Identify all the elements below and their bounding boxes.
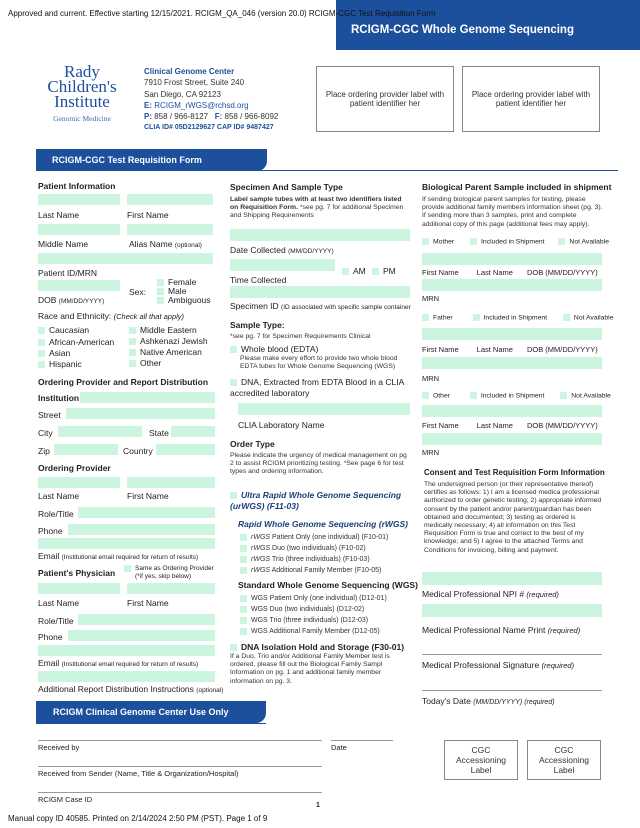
whole-blood-note: Please make every effort to provide two whole blood EDTA tubes for Whole Genome Sequencing (WGS) xyxy=(240,355,398,371)
race-native-american[interactable]: Native American xyxy=(129,347,202,357)
caucasian-checkbox[interactable] xyxy=(38,327,45,334)
op-role-input[interactable] xyxy=(78,507,215,518)
mother-na-checkbox[interactable] xyxy=(558,238,565,245)
wgs-item[interactable]: WGS Trio (three individuals) (D12-03) xyxy=(240,615,387,626)
name-print-input[interactable] xyxy=(422,604,602,617)
other-included-checkbox[interactable] xyxy=(470,392,477,399)
race-hispanic[interactable]: Hispanic xyxy=(38,359,82,369)
sex-ambiguous[interactable]: Ambiguous xyxy=(157,295,211,305)
consent-text: The undersigned person (or their representative thereof) certifies as follows: 1) I am a licensed medica professional authorized to order genetic testing; 2) appropriate informed consent by the patient and/or parent/guardian has been obtained and documented; 3) testing as ordered is medically necessary; 4) all information on this Test Requisition Form is true and correct to the best of my knowledge; and 5) I agree to the attached Terms and Conditions for invoicing, billing and payment. xyxy=(424,481,602,554)
ambiguous-checkbox[interactable] xyxy=(157,297,164,304)
cap-label: CAP ID# xyxy=(216,124,245,132)
additional-input[interactable] xyxy=(38,671,215,682)
wgs-additional-checkbox[interactable] xyxy=(240,628,247,635)
alias-note: (optional) xyxy=(174,242,202,249)
father-included-checkbox[interactable] xyxy=(473,314,480,321)
wgs-list xyxy=(240,593,387,637)
dna-isolation-checkbox[interactable] xyxy=(230,644,237,651)
dob-format: (MM/DD/YYYY) xyxy=(58,298,105,305)
other-mrn-label: MRN xyxy=(422,448,440,457)
additional-label: Additional Report Distribution Instructions (optional) xyxy=(38,684,224,694)
ph-role-input[interactable] xyxy=(78,614,215,625)
date-use-label: Date xyxy=(331,743,347,752)
center-fax: 858 / 966-8092 xyxy=(224,112,279,122)
center-city: San Diego, CA 92123 xyxy=(144,89,221,99)
race-heading: Race and Ethnicity: (Check all that apply) xyxy=(38,311,185,321)
father-mrn-label: MRN xyxy=(422,374,440,383)
logo-line-4: Genomic Medicine xyxy=(53,114,111,123)
dob-label xyxy=(38,295,104,305)
approval-text: Approved and current. Effective starting 12/15/2021. RCIGM_QA_046 (version 20.0) RCIGM-CGC Test Requisition Form xyxy=(8,9,436,18)
sex-female[interactable]: Female xyxy=(157,277,196,287)
middle-name-input[interactable] xyxy=(38,224,120,235)
rwgs-item[interactable]: rWGS Trio (three individuals) (F10-03) xyxy=(240,554,388,565)
specimen-heading: Specimen And Sample Type xyxy=(230,182,343,192)
dob-input[interactable] xyxy=(38,280,120,291)
race-other[interactable]: Other xyxy=(129,358,161,368)
street-input[interactable] xyxy=(66,408,215,419)
logo-line-1: Rady xyxy=(64,62,100,81)
last-name-label: Last Name xyxy=(38,210,80,220)
pm-option[interactable]: PM xyxy=(372,266,396,276)
zip-input[interactable] xyxy=(54,444,118,455)
mother-name-labels: First Name Last Name DOB (MM/DD/YYYY) xyxy=(422,268,598,277)
physician-heading: Patient's Physician xyxy=(38,568,116,578)
mother-name-input[interactable] xyxy=(422,253,602,265)
wgs-patient-checkbox[interactable] xyxy=(240,595,247,602)
mother-included-checkbox[interactable] xyxy=(470,238,477,245)
signature-label: Medical Professional Signature (required) xyxy=(422,660,575,670)
case-id-label: RCIGM Case ID xyxy=(38,795,93,804)
pm-checkbox[interactable] xyxy=(372,268,379,275)
wgs-item[interactable]: WGS Additional Family Member (D12-05) xyxy=(240,626,387,637)
mrn-label: Patient ID/MRN xyxy=(38,268,98,278)
asian-checkbox[interactable] xyxy=(38,350,45,357)
mother-checkbox[interactable] xyxy=(422,238,429,245)
center-street: 7910 Frost Street, Suite 240 xyxy=(144,78,245,88)
form-main-title: RCIGM-CGC Whole Genome Sequencing xyxy=(351,24,574,36)
other-row: Other Included in Shipment Not Available xyxy=(422,392,611,399)
other-checkbox[interactable] xyxy=(422,392,429,399)
other-name-input[interactable] xyxy=(422,405,602,417)
parent-note: If sending biological parent samples for testing, please provide additional family members information sheet (pg. 3). If sending more than 3 samples, print and complete additional copy of this page (additional fees may apply). xyxy=(422,196,603,228)
op-email-label: Email (Institutional email required for return of results) xyxy=(38,551,199,561)
op-phone-input[interactable] xyxy=(68,524,215,535)
todays-date-label: Today's Date (MM/DD/YYYY) (required) xyxy=(422,696,555,706)
race-caucasian[interactable]: Caucasian xyxy=(38,325,89,335)
rwgs-duo-checkbox[interactable] xyxy=(240,545,247,552)
whole-blood-checkbox[interactable] xyxy=(230,346,237,353)
received-from-line[interactable] xyxy=(38,766,322,767)
city-label: City xyxy=(38,428,53,438)
race-african-american[interactable]: African-American xyxy=(38,337,114,347)
middle-name-label: Middle Name xyxy=(38,239,89,249)
father-mrn-input[interactable] xyxy=(422,357,602,369)
clia-id: 05D2129627 xyxy=(174,124,215,132)
wgs-item[interactable]: WGS Patient Only (one individual) (D12-01) xyxy=(240,593,387,604)
ordering-label-box-1: Place ordering provider label with patient identifier her xyxy=(316,66,454,132)
race-ashkenazi[interactable]: Ashkenazi Jewish xyxy=(129,336,208,346)
middle-eastern-checkbox[interactable] xyxy=(129,327,136,334)
mother-mrn-input[interactable] xyxy=(422,279,602,291)
center-name: Clinical Genome Center xyxy=(144,67,235,76)
father-checkbox[interactable] xyxy=(422,314,429,321)
am-option[interactable]: AM xyxy=(342,266,366,276)
father-name-labels: First Name Last Name DOB (MM/DD/YYYY) xyxy=(422,345,598,354)
ph-phone-input[interactable] xyxy=(68,630,215,641)
use-only-title: RCIGM Clinical Genome Center Use Only xyxy=(53,707,229,717)
ph-role-label: Role/Title xyxy=(38,616,74,626)
op-last-name-input[interactable] xyxy=(38,477,120,488)
ashkenazi-checkbox[interactable] xyxy=(129,338,136,345)
center-phone: 858 / 966-8127 xyxy=(154,112,209,122)
race-asian[interactable]: Asian xyxy=(38,348,70,358)
patient-heading: Patient Information xyxy=(38,181,116,191)
last-name-input[interactable] xyxy=(38,194,120,205)
center-email-link[interactable]: RCIGM_rWGS@rchsd.org xyxy=(154,100,249,110)
cap-id: 9487427 xyxy=(246,124,274,132)
op-role-label: Role/Title xyxy=(38,509,74,519)
country-input[interactable] xyxy=(156,444,215,455)
rwgs-item[interactable]: rWGS Additional Family Member (F10-05) xyxy=(240,565,388,576)
specimen-id-label: Specimen ID (ID associated with specific sample container xyxy=(230,301,411,311)
dna-option[interactable]: DNA, Extracted from EDTA Blood in a CLIA accredited laboratory xyxy=(230,377,404,398)
father-row: Father Included in Shipment Not Available xyxy=(422,314,613,321)
sex-male[interactable]: Male xyxy=(157,286,186,296)
country-label: Country xyxy=(123,446,153,456)
wgs-duo-checkbox[interactable] xyxy=(240,606,247,613)
sample-type-note: *see pg. 7 for Specimen Requirements Clinical xyxy=(230,333,371,340)
date-collected-label: Date Collected (MM/DD/YYYY) xyxy=(230,245,334,255)
dna-isolation-option[interactable]: DNA Isolation Hold and Storage (F30-01) xyxy=(230,642,404,652)
dob-text: DOB xyxy=(38,295,57,305)
received-by-line[interactable] xyxy=(38,740,322,741)
consent-heading: Consent and Test Requisition Form Information xyxy=(424,468,605,477)
other-name-labels: First Name Last Name DOB (MM/DD/YYYY) xyxy=(422,421,598,430)
first-name-input[interactable] xyxy=(127,194,213,205)
same-as-checkbox[interactable] xyxy=(124,565,131,572)
street-label: Street xyxy=(38,410,61,420)
alias-name-input[interactable] xyxy=(127,224,213,235)
op-email-input[interactable] xyxy=(38,538,215,549)
email-prefix: E: xyxy=(144,100,152,110)
father-name-input[interactable] xyxy=(422,328,602,340)
case-id-line[interactable] xyxy=(38,792,322,793)
other-mrn-input[interactable] xyxy=(422,433,602,445)
first-name-label: First Name xyxy=(127,210,169,220)
am-checkbox[interactable] xyxy=(342,268,349,275)
footer-text: Manual copy ID 40585. Printed on 2/14/2024 2:50 PM (PST). Page 1 of 9 xyxy=(8,814,268,823)
institute-logo xyxy=(36,64,128,123)
date-line[interactable] xyxy=(422,690,602,691)
accession-label-box-1: CGC Accessioning Label xyxy=(444,740,518,780)
form-title-rule xyxy=(36,170,618,171)
clia-lab-label: CLIA Laboratory Name xyxy=(238,420,325,430)
zip-label: Zip xyxy=(38,446,50,456)
provider-heading: Ordering Provider and Report Distribution xyxy=(38,377,209,387)
mother-mrn-label: MRN xyxy=(422,294,440,303)
op-phone-label: Phone xyxy=(38,526,63,536)
state-input[interactable] xyxy=(171,426,215,437)
mrn-input[interactable] xyxy=(38,253,213,264)
alias-text: Alias Name xyxy=(129,239,173,249)
other-race-checkbox[interactable] xyxy=(129,360,136,367)
hispanic-checkbox[interactable] xyxy=(38,361,45,368)
institution-input[interactable] xyxy=(80,392,215,403)
rwgs-item[interactable]: rWGS Patient Only (one individual) (F10-01) xyxy=(240,532,388,543)
mother-row: Mother Included in Shipment Not Available xyxy=(422,238,609,245)
time-collected-label: Time Collected xyxy=(230,275,287,285)
institution-label: Institution xyxy=(38,393,80,403)
parent-heading: Biological Parent Sample included in shipment xyxy=(422,182,612,192)
ph-email-input[interactable] xyxy=(38,645,215,656)
name-print-label: Medical Professional Name Print (required) xyxy=(422,625,581,635)
ph-last-name-input[interactable] xyxy=(38,583,120,594)
ph-first-name-input[interactable] xyxy=(127,583,215,594)
received-from-label: Received from Sender (Name, Title & Organization/Hospital) xyxy=(38,769,239,778)
african-american-checkbox[interactable] xyxy=(38,339,45,346)
ph-first-name-label: First Name xyxy=(127,598,169,608)
order-type-heading: Order Type xyxy=(230,439,275,449)
rwgs-additional-checkbox[interactable] xyxy=(240,567,247,574)
op-last-name-label: Last Name xyxy=(38,491,80,501)
other-na-checkbox[interactable] xyxy=(560,392,567,399)
op-first-name-input[interactable] xyxy=(127,477,215,488)
urwgs-checkbox[interactable] xyxy=(230,492,237,499)
form-title: RCIGM-CGC Test Requisition Form xyxy=(52,155,202,165)
ordering-provider-heading: Ordering Provider xyxy=(38,463,111,473)
signature-line[interactable] xyxy=(422,654,602,655)
center-info xyxy=(144,66,278,134)
dna-checkbox[interactable] xyxy=(230,379,237,386)
rwgs-heading: Rapid Whole Genome Sequencing (rWGS) xyxy=(238,519,409,529)
order-type-note: Please indicate the urgency of medical management on pg 2 to assist RCIGM prioritizing testing. *See page 6 for test types and ordering information. xyxy=(230,452,407,476)
op-first-name-label: First Name xyxy=(127,491,169,501)
use-only-rule xyxy=(36,723,266,724)
ordering-label-box-2: Place ordering provider label with patient identifier her xyxy=(462,66,600,132)
dna-isolation-note: If a Duo, Trio and/or Additional Family Member test is ordered, please fill out the Biological Family Sampl Information on pg. 1 and additional family member information on pg. 3. xyxy=(230,653,390,685)
time-collected-input[interactable] xyxy=(230,259,335,271)
native-american-checkbox[interactable] xyxy=(129,349,136,356)
clia-label: CLIA ID# xyxy=(144,124,173,132)
page-number: 1 xyxy=(316,802,320,809)
father-na-checkbox[interactable] xyxy=(563,314,570,321)
alias-name-label xyxy=(129,239,202,249)
logo-line-2: Children's xyxy=(47,77,117,96)
specimen-instructions: Label sample tubes with at least two identifiers listed on Requisition Form. *see pg. 7 for additional Specimen and Shipping Requirements xyxy=(230,196,404,220)
specimen-id-input[interactable] xyxy=(230,286,410,298)
wgs-heading: Standard Whole Genome Sequencing (WGS) xyxy=(238,580,418,590)
sex-label: Sex: xyxy=(129,287,147,297)
same-as-provider[interactable]: Same as Ordering Provider (*if yes, skip below) xyxy=(124,565,214,581)
accession-label-box-2: CGC Accessioning Label xyxy=(527,740,601,780)
received-by-label: Received by xyxy=(38,743,80,752)
date-use-line[interactable] xyxy=(331,740,393,741)
race-middle-eastern[interactable]: Middle Eastern xyxy=(129,325,197,335)
phone-prefix: P: xyxy=(144,112,152,122)
wgs-trio-checkbox[interactable] xyxy=(240,617,247,624)
rwgs-item[interactable]: rWGS Duo (two individuals) (F10-02) xyxy=(240,543,388,554)
fax-prefix: F: xyxy=(214,112,223,122)
rwgs-patient-checkbox[interactable] xyxy=(240,534,247,541)
wgs-item[interactable]: WGS Duo (two individuals) (D12-02) xyxy=(240,604,387,615)
whole-blood-option[interactable]: Whole blood (EDTA) xyxy=(230,344,318,354)
date-collected-input[interactable] xyxy=(230,229,410,241)
rwgs-trio-checkbox[interactable] xyxy=(240,556,247,563)
logo-line-3: Institute xyxy=(54,92,110,111)
state-label: State xyxy=(149,428,169,438)
clia-lab-input[interactable] xyxy=(238,403,410,415)
npi-label: Medical Professional NPI # (required) xyxy=(422,589,559,599)
sample-type-heading: Sample Type: xyxy=(230,320,285,330)
city-input[interactable] xyxy=(58,426,142,437)
urwgs-option[interactable]: Ultra Rapid Whole Genome Sequencing (urWGS) (F11-03) xyxy=(230,490,402,511)
rwgs-list xyxy=(240,532,388,576)
ph-last-name-label: Last Name xyxy=(38,598,80,608)
ph-phone-label: Phone xyxy=(38,632,63,642)
ph-email-label: Email (Institutional email required for return of results) xyxy=(38,658,199,668)
npi-input[interactable] xyxy=(422,572,602,585)
